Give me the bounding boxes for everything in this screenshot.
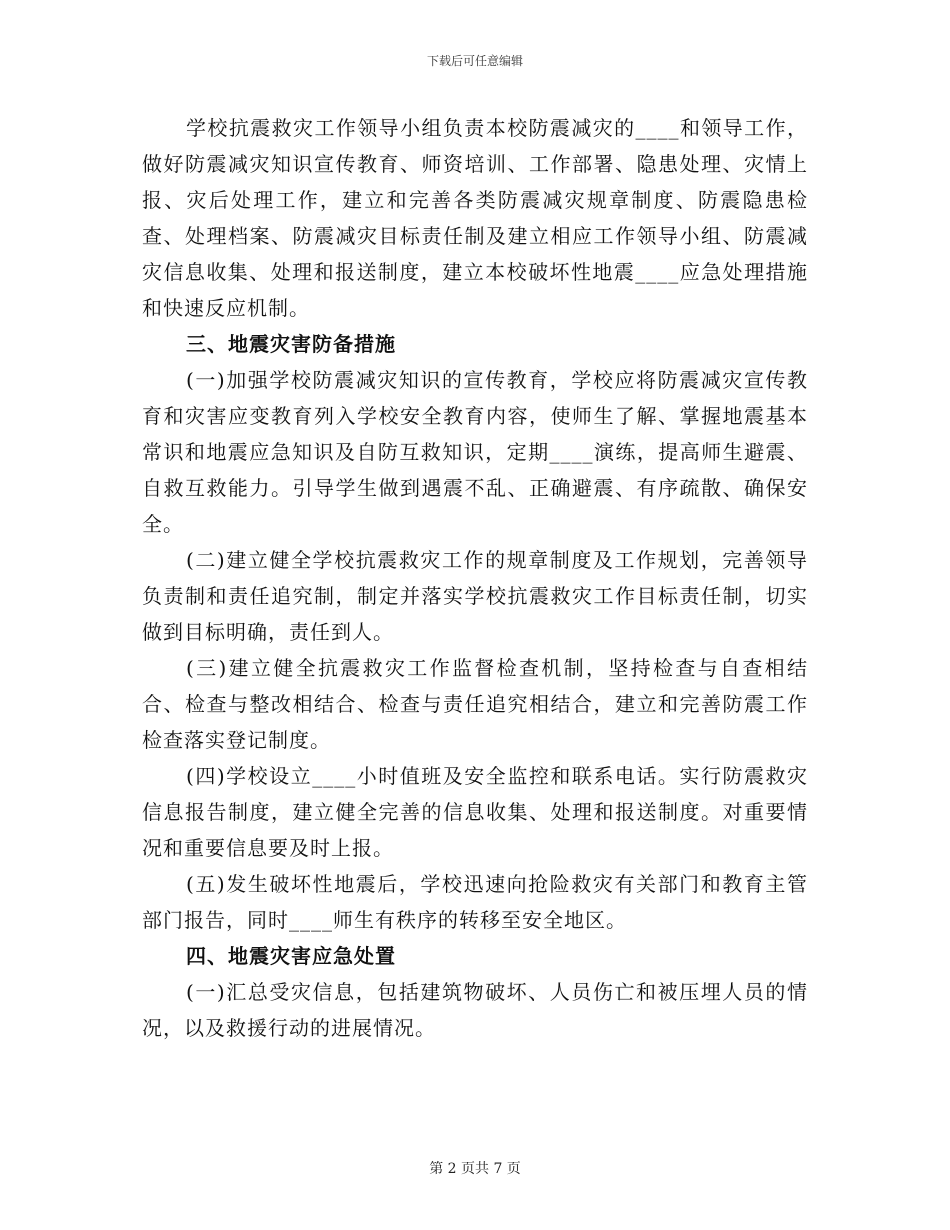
- paragraph-leadership-duties: 学校抗震救灾工作领导小组负责本校防震减灾的____和领导工作，做好防震减灾知识宣传教育、师资培训、工作部署、隐患处理、灾情上报、灾后处理工作，建立和完善各类防震减灾规章制度、防震隐患检查、处理档案、防震减灾目标责任制及建立相应工作领导小组、防震减灾信息收集、处理和报送制度，建立本校破坏性地震____应急处理措施和快速反应机制。: [142, 116, 808, 320]
- paragraph-emergency-1: (一)汇总受灾信息，包括建筑物破坏、人员伤亡和被压埋人员的情况，以及救援行动的进展情况。: [142, 980, 808, 1040]
- paragraph-prevention-2: (二)建立健全学校抗震救灾工作的规章制度及工作规划，完善领导负责制和责任追究制，制定并落实学校抗震救灾工作目标责任制，切实做到目标明确，责任到人。: [142, 548, 808, 644]
- section-heading-prevention: 三、地震灾害防备措施: [186, 332, 396, 356]
- paragraph-prevention-3: (三)建立健全抗震救灾工作监督检查机制，坚持检查与自查相结合、检查与整改相结合、检查与责任追究相结合，建立和完善防震工作检查落实登记制度。: [142, 656, 808, 752]
- paragraph-prevention-4: (四)学校设立____小时值班及安全监控和联系电话。实行防震救灾信息报告制度，建立健全完善的信息收集、处理和报送制度。对重要情况和重要信息要及时上报。: [142, 764, 808, 860]
- section-heading-emergency: 四、地震灾害应急处置: [186, 944, 396, 968]
- page-number-footer: 第 2 页共 7 页: [429, 1161, 521, 1177]
- paragraph-prevention-5: (五)发生破坏性地震后，学校迅速向抢险救灾有关部门和教育主管部门报告，同时____师生有秩序的转移至安全地区。: [142, 872, 808, 932]
- document-body: [142, 110, 808, 1046]
- paragraph-prevention-1: (一)加强学校防震减灾知识的宣传教育，学校应将防震减灾宣传教育和灾害应变教育列入学校安全教育内容，使师生了解、掌握地震基本常识和地震应急知识及自防互救知识，定期____演练，提高师生避震、自救互救能力。引导学生做到遇震不乱、正确避震、有序疏散、确保安全。: [142, 368, 808, 536]
- page-header-note: 下载后可任意编辑: [426, 54, 523, 68]
